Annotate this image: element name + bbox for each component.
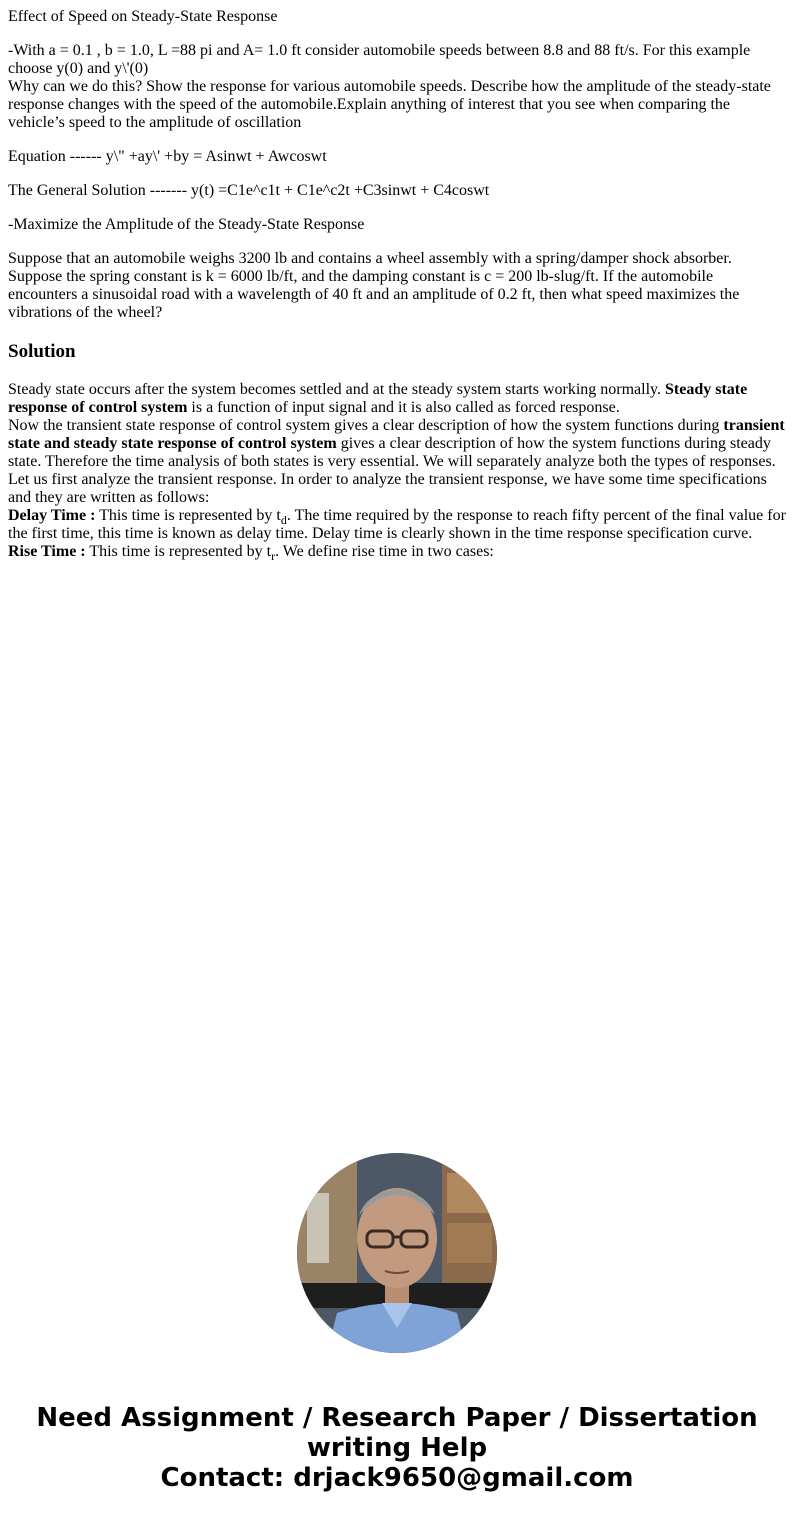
solution-text: Steady state occurs after the system becomes settled and at the steady system starts working normally. [8,381,666,398]
solution-text: . We define rise time in two cases: [275,543,494,560]
rise-subscript: r [271,549,276,563]
solution-text: Now the transient state response of control system gives a clear description of how the system functions during [8,417,724,434]
banner-contact: Contact: drjack9650@gmail.com [160,1463,634,1493]
equation-text: Equation ------ y\" +ay\' +by = Asinwt + Awcoswt [8,148,327,165]
delay-time-label: Delay Time : [8,507,96,524]
solution-text: This time is represented by t [95,507,281,524]
solution-heading: Solution [8,341,76,362]
solution-bold-text: Steady state response of control system [8,381,748,416]
banner-line-2: writing Help [306,1433,488,1463]
solution-text: gives a clear description of how the system functions during steady state. Therefore the time analysis of both states is very essential. We will separately analyze both the types of responses. [8,435,776,470]
solution-text: Let us first analyze the transient response. In order to analyze the transient response, we have some time specifications and they are written as follows: [8,471,767,506]
banner-line-1: Need Assignment / Research Paper / Dissertation [36,1403,758,1433]
solution-bold-text: transient state and steady state response of control system [8,417,785,452]
solution-body [8,381,786,561]
author-photo [297,1153,497,1353]
delay-subscript: d [280,513,287,527]
question-part-2: Suppose that an automobile weighs 3200 lb and contains a wheel assembly with a spring/damper shock absorber. Suppose the spring constant is k = 6000 lb/ft, and the damping constant is c = 200 lb-slug/ft. If the automobile encounters a sinusoidal road with a wavelength of 40 ft and an amplitude of 0.2 ft, then what speed maximizes the vibrations of the wheel? [8,250,740,321]
question-part-1-line-1: -With a = 0.1 , b = 1.0, L =88 pi and A= 1.0 ft consider automobile speeds between 8.8 and 88 ft/s. For this example choose y(0) and y\'(0) [8,42,751,77]
maximize-text: -Maximize the Amplitude of the Steady-State Response [8,216,365,233]
question-part-1 [8,42,786,132]
solution-text: . The time required by the response to reach fifty percent of the final value for the first time, this time is known as delay time. Delay time is clearly shown in the time response specification curve. [8,507,786,542]
question-title: Effect of Speed on Steady-State Response [8,8,278,25]
question-part-1-line-2: Why can we do this? Show the response for various automobile speeds. Describe how the amplitude of the steady-state response changes with the speed of the automobile.Explain anything of interest that you see when comparing the vehicle’s speed to the amplitude of oscillation [8,78,771,131]
general-solution-text: The General Solution ------- y(t) =C1e^c1t + C1e^c2t +C3sinwt + C4coswt [8,182,490,199]
rise-time-label: Rise Time : [8,543,86,560]
solution-text: This time is represented by t [85,543,272,560]
help-banner [0,1403,794,1493]
author-photo-image [297,1153,497,1353]
solution-text: is a function of input signal and it is also called as forced response. [187,399,620,416]
